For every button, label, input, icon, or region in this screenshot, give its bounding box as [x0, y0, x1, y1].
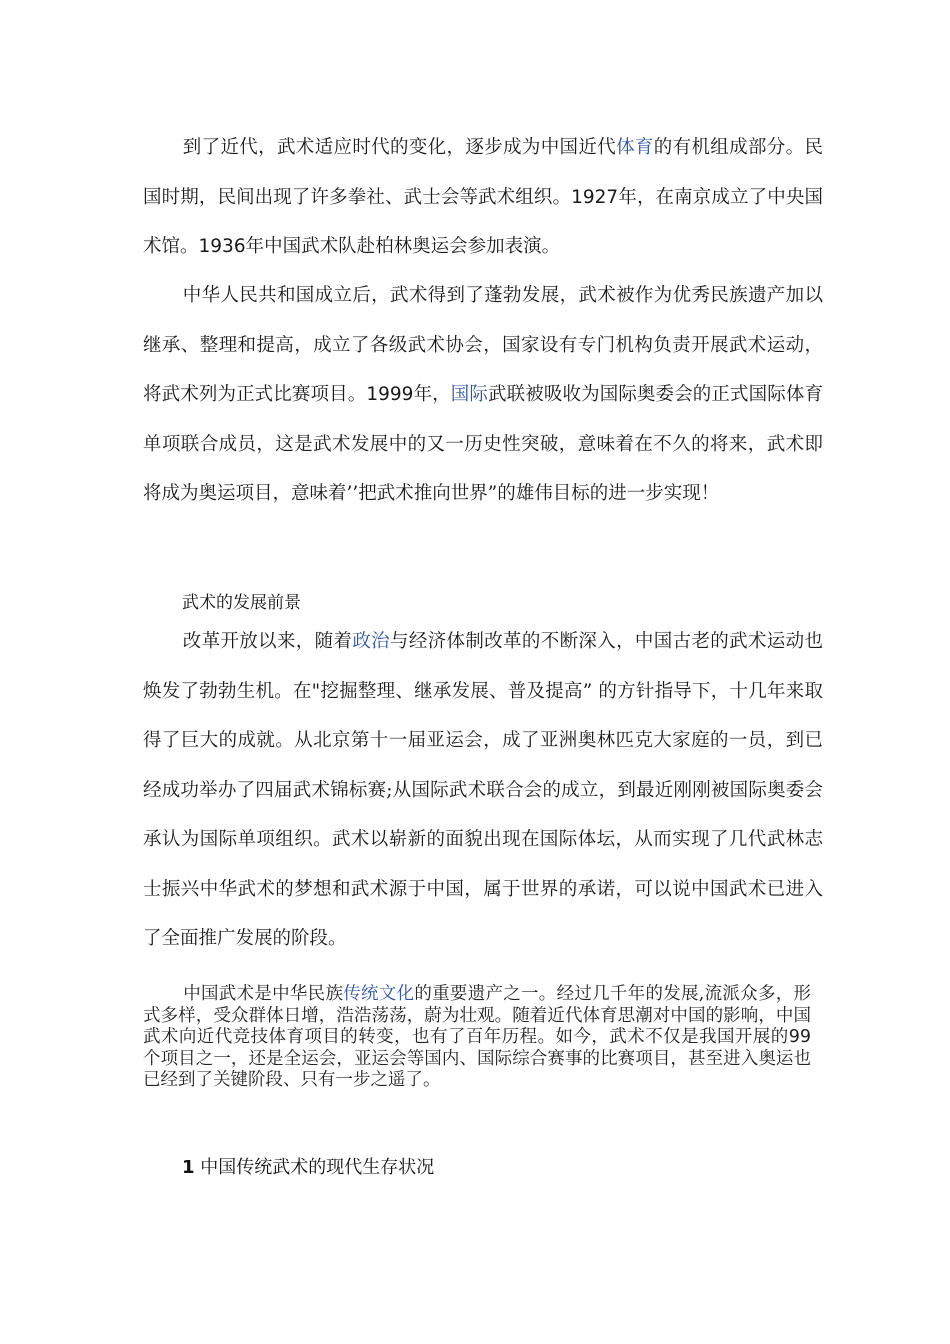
section-heading-prospects: 武术的发展前景	[182, 593, 301, 613]
link-international[interactable]: 国际	[450, 384, 489, 405]
section-heading-survival-status: 1 中国传统武术的现代生存状况	[182, 1157, 435, 1178]
paragraph-modern-era: 到了近代，武术适应时代的变化，逐步成为中国近代体育的有机组成部分。民国时期，民间出现了许多拳社、武士会等武术组织。1927年，在南京成立了中央国术馆。1936年中国武术队赴柏林奥运会参加表演。	[143, 137, 823, 257]
paragraph-prc-development: 中华人民共和国成立后，武术得到了蓬勃发展，武术被作为优秀民族遗产加以继承、整理和提高，成立了各级武术协会，国家设有专门机构负责开展武术运动，将武术列为正式比赛项目。1999年，国际武联被吸收为国际奥委会的正式国际体育单项联合成员，这是武术发展中的又一历史性突破，意味着在不久的将来，武术即将成为奥运项目，意味着’’把武术推向世界”的雄伟目标的进一步实现！	[143, 285, 823, 504]
link-sports[interactable]: 体育	[616, 137, 654, 158]
link-politics[interactable]: 政治	[352, 631, 391, 652]
link-traditional-culture[interactable]: 传统文化	[343, 984, 415, 1004]
paragraph-chinese-wushu-heritage: 中国武术是中华民族传统文化的重要遗产之一。经过几千年的发展,流派众多，形式多样，受众群体日增，浩浩荡荡，蔚为壮观。随着近代体育思潮对中国的影响，中国武术向近代竞技体育项目的转变，也有了百年历程。如今，武术不仅是我国开展的99个项目之一，还是全运会，亚运会等国内、国际综合赛事的比赛项目，甚至进入奥运也已经到了关键阶段、只有一步之遥了。	[143, 984, 812, 1091]
paragraph-reform-era: 改革开放以来，随着政治与经济体制改革的不断深入，中国古老的武术运动也焕发了勃勃生机。在"挖掘整理、继承发展、普及提高” 的方针指导下，十几年来取得了巨大的成就。从北京第十一届亚运会，成了亚洲奥林匹克大家庭的一员，到已经成功举办了四届武术锦标赛;从国际武术联合会的成立，到最近刚刚被国际奥委会承认为国际单项组织。武术以崭新的面貌出现在国际体坛，从而实现了几代武林志士振兴中华武术的梦想和武术源于中国，属于世界的承诺，可以说中国武术已进入了全面推广发展的阶段。	[143, 631, 823, 949]
